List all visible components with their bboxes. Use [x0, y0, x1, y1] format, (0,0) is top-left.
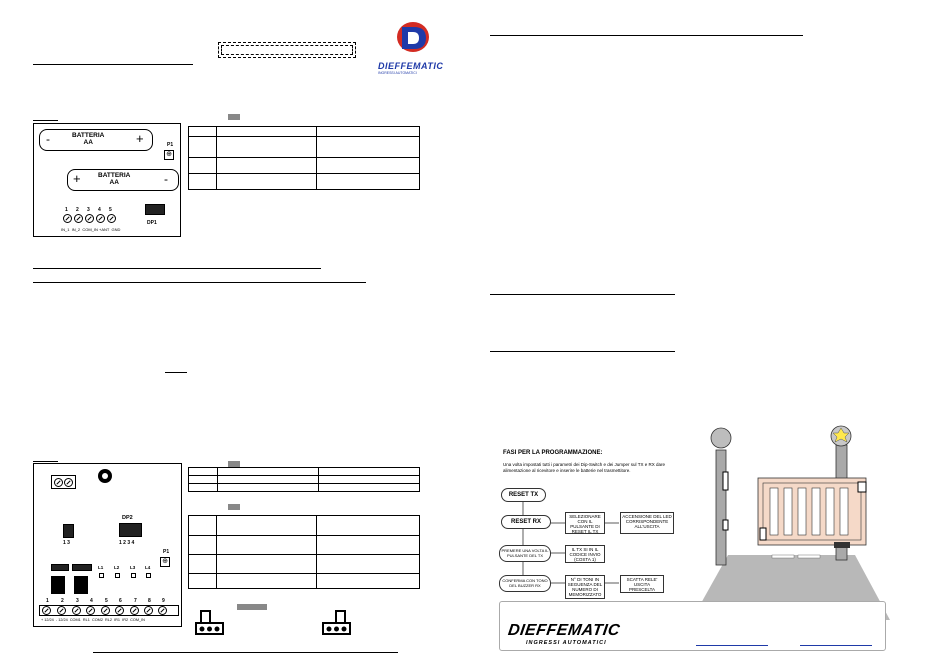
p1-button: ⊕ — [164, 150, 174, 160]
table-row — [189, 468, 420, 476]
battery2-label: BATTERIA AA — [98, 172, 131, 186]
dip-switch — [145, 204, 165, 215]
note-select: SELEZIONARE CON IL PULSANTE DI RESET IL TX — [565, 512, 605, 534]
buzzer — [98, 469, 112, 483]
section-underline-2 — [33, 282, 366, 283]
terminal-labels-2: + 12/24 - 12/24 COM1 RL1 COM2 RL2 IR1 IR2 COM_IN — [41, 618, 145, 622]
battery-2 — [67, 169, 179, 191]
transmitter-board: - BATTERIA AA + P1 ⊕ + BATTERIA AA - 1 2 3 4 5 IN_1 IN_2 COM_IN +ANT GND DP1 — [33, 123, 181, 237]
brand-logo — [378, 20, 458, 75]
terminal-labels: IN_1 IN_2 COM_IN +ANT GND — [61, 227, 121, 232]
table-row — [189, 476, 420, 484]
footer-brand: DIEFFEMATIC — [506, 622, 622, 639]
led-4 — [146, 573, 151, 578]
terminal-strip-5 — [101, 606, 110, 615]
receiver-board: 1 3 DP2 1 2 3 4 P1 ⊕ L1 L2 L3 L4 1 2 3 4 5 6 7 8 9 + 12/24 - 12/24 COM1 RL1 COM2 RL2 IR1 IR2 COM_IN — [33, 463, 182, 627]
output-table — [188, 467, 420, 492]
battery-1 — [39, 129, 153, 151]
battery2-minus: - — [164, 172, 168, 186]
connector-2 — [72, 564, 92, 571]
logo-subtext: INGRESSI AUTOMATICI — [378, 71, 417, 75]
footer-brand-sub: INGRESSI AUTOMATICI — [526, 640, 607, 646]
table-row — [189, 174, 420, 190]
right-section-underline-2 — [490, 351, 675, 352]
footer-banner — [499, 601, 886, 651]
footer-link-2[interactable] — [800, 645, 872, 646]
inline-underline — [165, 372, 187, 373]
table-row — [189, 555, 420, 574]
battery-label: BATTERIA AA — [72, 132, 105, 146]
figure-label-line-2 — [33, 461, 58, 462]
step-press-tx: PREMERE UNA VOLTA IL PULSANTE DEL TX — [499, 545, 551, 562]
bottom-underline — [93, 652, 398, 653]
led-2 — [115, 573, 120, 578]
right-section-underline-1 — [490, 294, 675, 295]
led-label-3: L3 — [130, 565, 136, 570]
gate-illustration — [700, 420, 890, 620]
dp2-numbers: 1 2 3 4 — [119, 540, 135, 546]
connector-1 — [51, 564, 69, 571]
step-reset-tx: RESET TX — [501, 488, 546, 502]
dip-label: DP1 — [147, 220, 157, 226]
note-led: ACCENSIONE DEL LED CORRISPONDENTE ALL'USCITA — [620, 512, 674, 534]
figure-label-line — [33, 120, 58, 121]
terminal-strip-8 — [144, 606, 153, 615]
section-underline-1 — [33, 268, 321, 269]
led-label-2: L2 — [114, 565, 120, 570]
logo-text: DIEFFEMATIC — [378, 61, 444, 71]
led-label-1: L1 — [98, 565, 104, 570]
jumper-diagram-1 — [195, 610, 225, 636]
terminal-strip-7 — [130, 606, 139, 615]
dip-switch-2 — [119, 523, 142, 537]
relay-2 — [74, 576, 88, 594]
led-3 — [131, 573, 136, 578]
p1-label: P1 — [167, 142, 174, 148]
jumper-numbers: 1 3 — [63, 540, 70, 546]
p1-button-2: ⊕ — [160, 557, 170, 567]
relay-1 — [51, 576, 65, 594]
power-terminal-block — [51, 475, 76, 489]
jumper-diagram-2 — [322, 610, 352, 636]
battery-plus: + — [136, 131, 144, 146]
terminal-strip-2 — [57, 606, 66, 615]
note-relay: SCATTA RELE' USCITA PRESCELTA — [620, 575, 664, 593]
title-underline — [33, 64, 193, 65]
table-row — [189, 158, 420, 174]
note-code: IL TX SI IN IL CODICE INVIO (COSTA 1) — [565, 545, 605, 563]
jumper-block — [63, 524, 74, 538]
power-terminal-a — [54, 478, 63, 487]
terminal-strip-1 — [42, 606, 51, 615]
table-row — [189, 484, 420, 492]
power-terminal-b — [64, 478, 73, 487]
program-title: FASI PER LA PROGRAMMAZIONE: — [503, 450, 603, 456]
dp2-label: DP2 — [122, 515, 133, 521]
table-row — [189, 137, 420, 158]
dashed-box-inner — [221, 45, 353, 55]
battery-minus: - — [46, 132, 50, 146]
dip-table-1 — [188, 120, 420, 190]
footer-link-1[interactable] — [696, 645, 768, 646]
led-1 — [99, 573, 104, 578]
terminal-strip-6 — [115, 606, 124, 615]
table-row — [189, 516, 420, 536]
terminal-strip-9 — [158, 606, 167, 615]
right-title-underline — [490, 35, 803, 36]
led-label-4: L4 — [145, 565, 151, 570]
step-reset-rx: RESET RX — [501, 515, 551, 529]
terminal-1 — [63, 214, 72, 223]
dip-table-2 — [188, 510, 420, 589]
battery2-plus: + — [73, 171, 81, 186]
jumper-marker — [237, 604, 267, 610]
logo-mark-icon — [378, 20, 458, 56]
table-row — [189, 536, 420, 555]
program-text: Una volta impostati tutti i parametri dei Dip-Switch e dei Jumper sul TX e RX dare alimentazione al ricevitore e inserire le batterie nel trasmettitore. — [503, 462, 665, 473]
terminal-strip-4 — [86, 606, 95, 615]
table-row — [189, 127, 420, 137]
terminal-strip-3 — [72, 606, 81, 615]
table-row — [189, 574, 420, 589]
step-confirm: CONFERMA CON TONO DEL BUZZER RX — [499, 575, 551, 592]
note-tones: N° DI TONI IN SEGUENZA DEL NUMERO DI MEMORIZZATO — [565, 575, 605, 599]
terminal-2 — [74, 214, 83, 223]
terminal-4 — [96, 214, 105, 223]
terminal-5 — [107, 214, 116, 223]
terminal-3 — [85, 214, 94, 223]
p1-label-2: P1 — [163, 549, 170, 555]
